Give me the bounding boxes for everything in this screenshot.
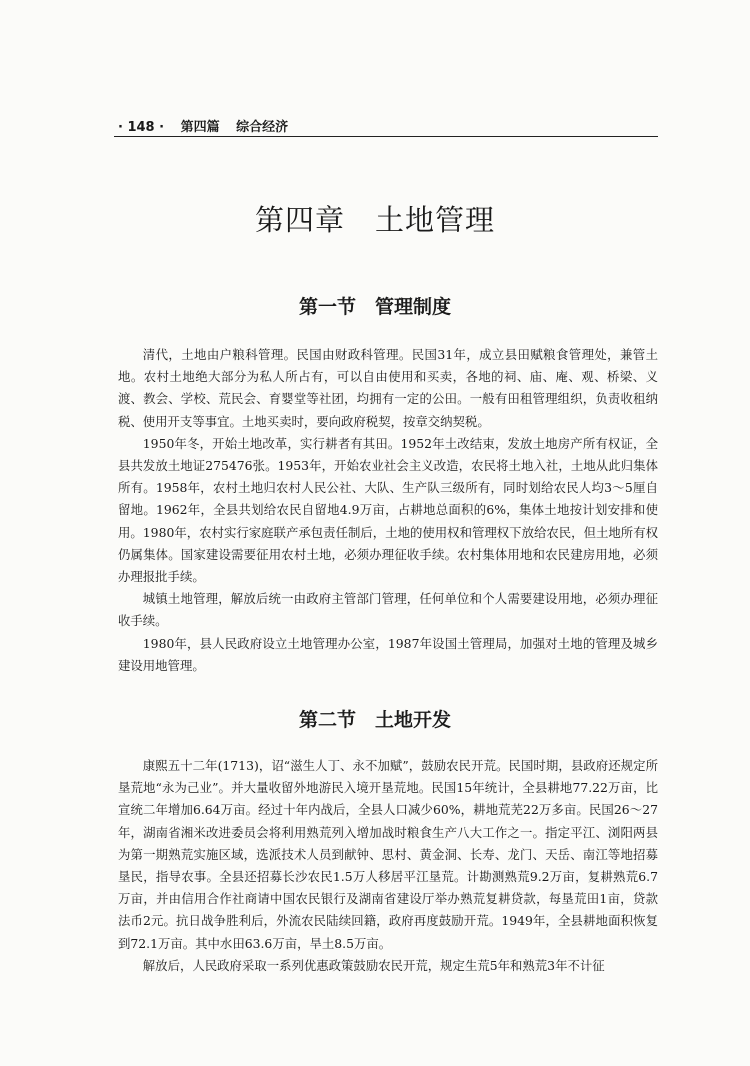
paragraph: 1950年冬，开始土地改革，实行耕者有其田。1952年土改结束，发放土地房产所有权证，全县共发放土地证275476张。1953年，开始农业社会主义改造，农民将土地入社，土地从此归集体所有。1958年，农村土地归农村人民公社、大队、生产队三级所有，同时划给农民人均3～5厘自留地。1962年，全县共划给农民自留地4.9万亩，占耕地总面积的6%，集体土地按计划安排和使用。1980年，农村实行家庭联产承包责任制后，土地的使用权和管理权下放给农民，但土地所有权仍属集体。国家建设需要征用农村土地，必须办理征收手续。农村集体用地和农民建房用地，必须办理报批手续。 bbox=[118, 435, 658, 585]
section-body-land-development bbox=[118, 755, 658, 977]
paragraph: 清代，土地由户粮科管理。民国由财政科管理。民国31年，成立县田赋粮食管理处，兼管土地。农村土地绝大部分为私人所占有，可以自由使用和买卖，各地的祠、庙、庵、观、桥梁、义渡、教会、学校、荒民会、育婴堂等社团，均拥有一定的公田。一般有田租管理组织，负责收租纳税、使用开支等事宜。土地买卖时，要向政府税契，按章交纳契税。 bbox=[118, 347, 658, 429]
page-number: · 148 · bbox=[118, 120, 165, 135]
section-title-land-development: 第二节 土地开发 bbox=[298, 709, 451, 731]
part-title: 综合经济 bbox=[236, 120, 289, 135]
chapter-title: 第四章 土地管理 bbox=[254, 203, 495, 237]
paragraph: 城镇土地管理，解放后统一由政府主管部门管理，任何单位和个人需要建设用地，必须办理征收手续。 bbox=[118, 591, 658, 629]
section-title-management-system: 第一节 管理制度 bbox=[298, 296, 451, 318]
paragraph: 1980年，县人民政府设立土地管理办公室，1987年设国土管理局，加强对土地的管理及城乡建设用地管理。 bbox=[118, 635, 658, 673]
part-label: 第四篇 bbox=[180, 120, 220, 135]
section-body-management-system bbox=[118, 344, 658, 677]
paragraph: 解放后，人民政府采取一系列优惠政策鼓励农民开荒，规定生荒5年和熟荒3年不计征 bbox=[142, 957, 605, 973]
running-header bbox=[118, 116, 658, 135]
paragraph: 康熙五十二年(1713)，诏“滋生人丁、永不加赋”，鼓励农民开荒。民国时期，县政府还规定所垦荒地“永为己业”。并大量收留外地游民入境开垦荒地。民国15年统计，全县耕地77.22万亩，比宣统二年增加6.64万亩。经过十年内战后，全县人口减少60%，耕地荒芜22万多亩。民国26～27年，湖南省湘米改进委员会将利用熟荒列入增加战时粮食生产八大工作之一。指定平江、浏阳两县为第一期熟荒实施区域，选派技术人员到献钟、思村、黄金洞、长寿、龙门、天岳、南江等地招募垦民，指导农事。全县还招募长沙农民1.5万人移居平江垦荒。计勘测熟荒9.2万亩，复耕熟荒6.7万亩，并由信用合作社商请中国农民银行及湖南省建设厅举办熟荒复耕贷款，每垦荒田1亩，贷款法币2元。抗日战争胜利后，外流农民陆续回籍，政府再度鼓励开荒。1949年，全县耕地面积恢复到72.1万亩。其中水田63.6万亩，旱土8.5万亩。 bbox=[118, 758, 658, 951]
header-rule bbox=[114, 136, 658, 137]
